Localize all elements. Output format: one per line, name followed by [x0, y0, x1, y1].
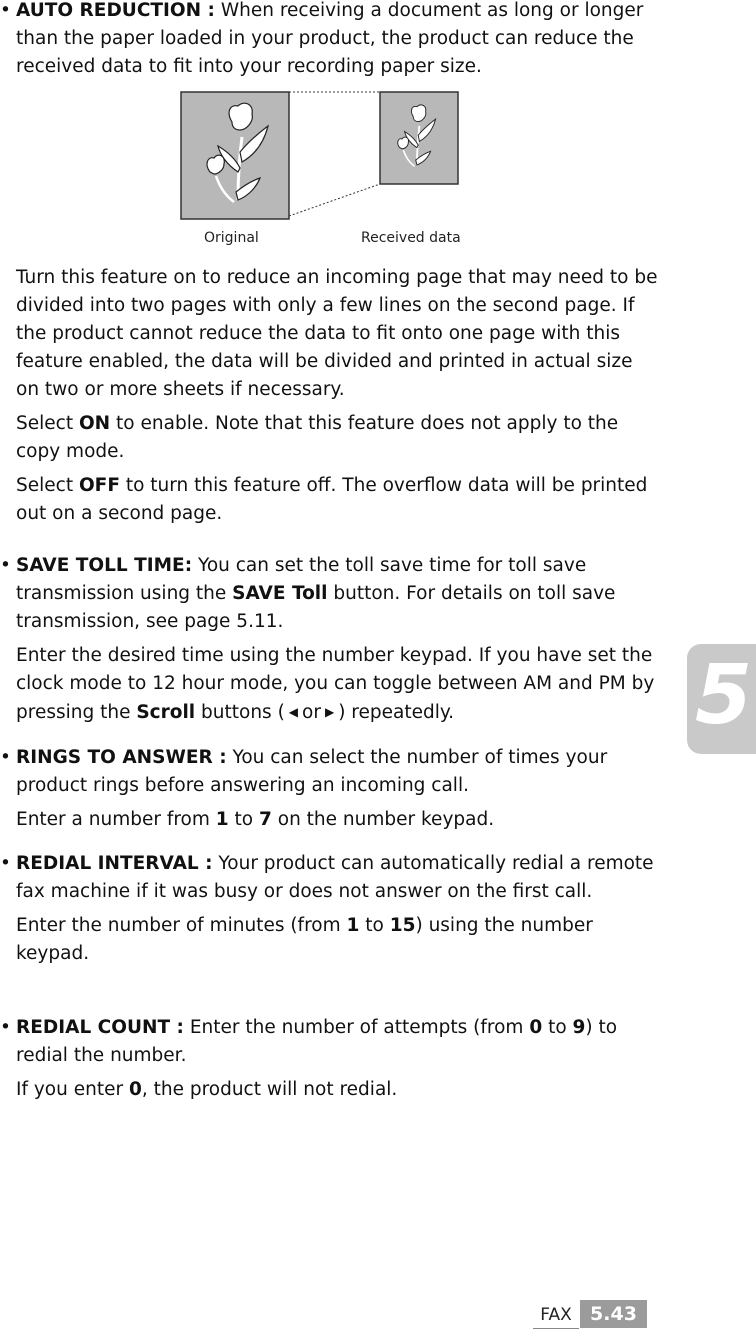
- save-toll-p-post: ) repeatedly.: [338, 702, 455, 723]
- bullet: •: [0, 853, 11, 874]
- redial-count-zero: 0: [128, 1079, 142, 1100]
- off-pre: Select: [16, 475, 79, 496]
- rings-min: 1: [215, 809, 229, 830]
- label-received-data: Received data: [361, 230, 461, 246]
- auto-reduction-desc: When receiving a document as long or longer than the paper loaded in your product, the product can reduce the received data to fit into your recording paper size.: [16, 0, 644, 77]
- bullet: •: [0, 747, 11, 768]
- on-pre: Select: [16, 413, 79, 434]
- auto-reduction-figure: [178, 88, 468, 248]
- auto-reduction-term: AUTO REDUCTION :: [16, 0, 215, 21]
- on-post: to enable. Note that this feature does not apply to the copy mode.: [16, 413, 619, 462]
- scroll-keyword: Scroll: [136, 702, 196, 723]
- scroll-right-icon: ▶: [324, 705, 335, 719]
- redial-count-desc-post: ) to redial the number.: [16, 1017, 618, 1066]
- save-toll-item: [0, 552, 660, 636]
- redial-count-para: [0, 1076, 660, 1104]
- auto-reduction-section: [0, 0, 660, 81]
- redial-interval-p-pre: Enter the number of minutes (from: [16, 915, 347, 936]
- auto-reduction-para: Turn this feature on to reduce an incoming page that may need to be divided into two pages with only a few lines on the second page. If the product cannot reduce the data to fit onto one page with this feature enabled, the data will be divided and printed in actual size on two or more sheets if necessary.: [16, 267, 658, 400]
- save-toll-desc-2: button. For details on toll save transmission, see page 5.11.: [16, 583, 616, 632]
- chapter-tab: [687, 644, 756, 754]
- bullet: •: [0, 0, 11, 21]
- save-toll-para: [0, 642, 660, 727]
- redial-interval-desc: Your product can automatically redial a remote fax machine if it was busy or does not answer on the first call.: [16, 853, 654, 902]
- on-keyword: ON: [78, 413, 111, 434]
- redial-count-item: [0, 1014, 660, 1070]
- redial-count-section: [0, 1014, 660, 1104]
- off-post: to turn this feature off. The overflow data will be printed out on a second page.: [16, 475, 648, 524]
- save-toll-term: SAVE TOLL TIME:: [16, 555, 193, 576]
- auto-reduction-on-para: [0, 410, 660, 466]
- redial-interval-item: [0, 850, 660, 906]
- page-number: 5.43: [580, 1300, 647, 1328]
- redial-count-p-pre: If you enter: [16, 1079, 129, 1100]
- rings-term: RINGS TO ANSWER :: [16, 747, 227, 768]
- rings-max: 7: [259, 809, 272, 830]
- redial-interval-p-mid: to: [359, 915, 390, 936]
- reduction-illustration: [178, 88, 468, 248]
- save-toll-section: [0, 552, 660, 727]
- redial-count-max: 9: [572, 1017, 586, 1038]
- bullet: •: [0, 1017, 11, 1038]
- rings-section: [0, 744, 660, 834]
- auto-reduction-off-para: [0, 472, 660, 528]
- rings-p-pre: Enter a number from: [16, 809, 216, 830]
- or-text: or: [302, 702, 321, 723]
- redial-interval-max: 15: [389, 915, 416, 936]
- bullet: •: [0, 555, 11, 576]
- redial-interval-para: [0, 912, 660, 968]
- save-toll-p-mid: buttons (: [195, 702, 285, 723]
- off-keyword: OFF: [78, 475, 120, 496]
- save-toll-p-pre: Enter the desired time using the number keypad. If you have set the clock mode to 12 hour mode, you can toggle between AM and PM by pressing the: [16, 645, 655, 723]
- scroll-left-icon: ◀: [288, 705, 299, 719]
- redial-count-min: 0: [529, 1017, 543, 1038]
- chapter-number: 5: [695, 648, 753, 743]
- connector-bottom: [289, 184, 380, 216]
- redial-count-term: REDIAL COUNT :: [16, 1017, 184, 1038]
- redial-interval-min: 1: [346, 915, 360, 936]
- save-toll-desc-1: You can set the toll save time for toll save transmission using the: [16, 555, 587, 604]
- rings-p-mid: to: [228, 809, 259, 830]
- rings-item: [0, 744, 660, 800]
- label-original: Original: [204, 230, 259, 246]
- rings-desc: You can select the number of times your product rings before answering an incoming call.: [16, 747, 608, 796]
- rings-p-post: on the number keypad.: [271, 809, 495, 830]
- redial-count-desc-mid: to: [542, 1017, 573, 1038]
- save-toll-keyword: SAVE Toll: [232, 583, 328, 604]
- rings-para: [0, 806, 660, 834]
- auto-reduction-item: [0, 0, 660, 81]
- redial-count-p-post: , the product will not redial.: [141, 1079, 398, 1100]
- redial-interval-p-post: ) using the number keypad.: [16, 915, 593, 964]
- redial-interval-term: REDIAL INTERVAL :: [16, 853, 213, 874]
- redial-interval-section: [0, 850, 660, 968]
- footer-section: FAX: [533, 1302, 579, 1329]
- auto-reduction-details: [0, 264, 660, 528]
- redial-count-desc-pre: Enter the number of attempts (from: [183, 1017, 530, 1038]
